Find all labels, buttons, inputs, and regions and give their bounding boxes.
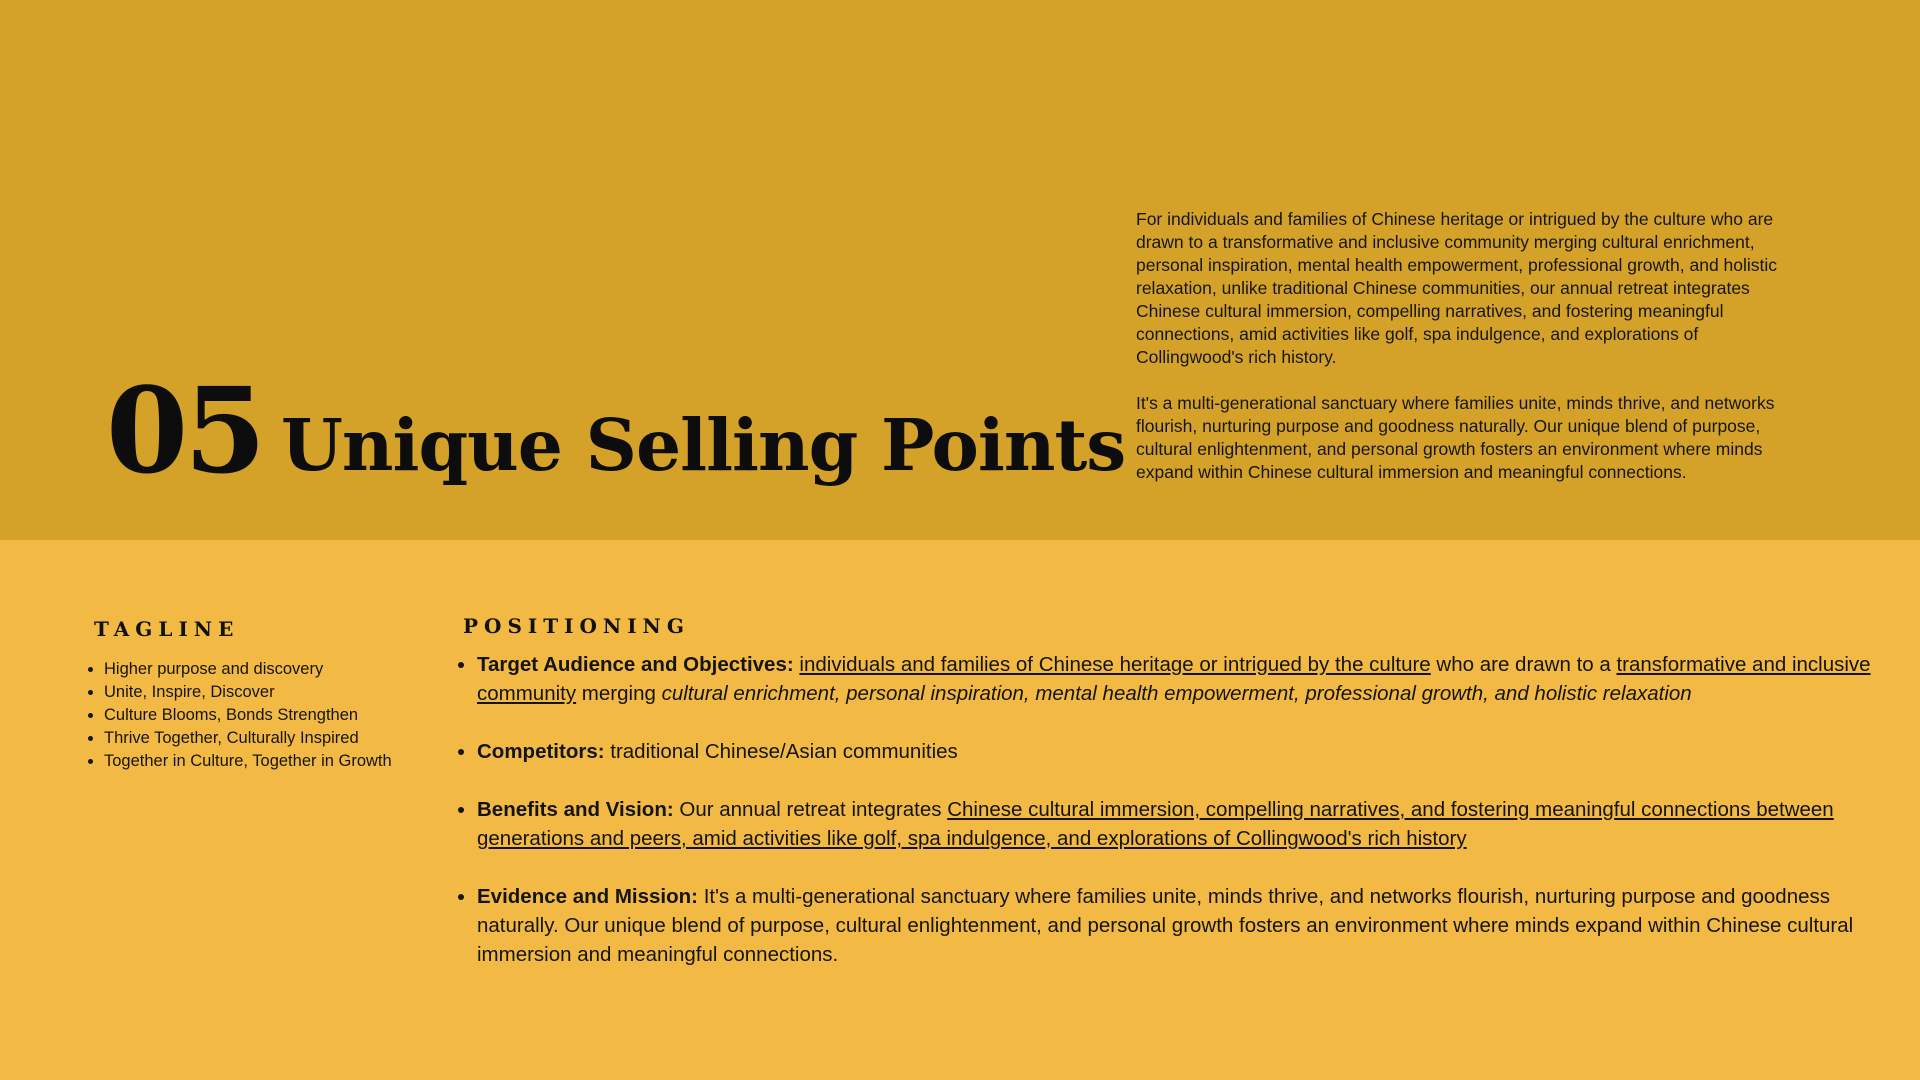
- target-text-2: who are drawn to a: [1430, 653, 1617, 676]
- target-text-5: cultural enrichment, personal inspiration, mental health empowerment, professional growth, and holistic relaxation: [661, 682, 1692, 705]
- positioning-heading: POSITIONING: [463, 614, 690, 638]
- benefits-label: Benefits and Vision:: [477, 798, 674, 821]
- target-label: Target Audience and Objectives:: [477, 653, 794, 676]
- tagline-item: • Culture Blooms, Bonds Strengthen: [104, 704, 444, 727]
- tagline-item: • Together in Culture, Together in Growth: [104, 750, 444, 773]
- evidence-text: It's a multi-generational sanctuary where families unite, minds thrive, and networks flourish, nurturing purpose and goodness naturally. Our unique blend of purpose, cultural enlightenment, and personal growth fosters an environment where minds expand within Chinese cultural immersion and meaningful connections.: [477, 885, 1854, 966]
- target-text-1: individuals and families of Chinese heritage or intrigued by the culture: [799, 653, 1431, 676]
- intro-text: [1136, 208, 1786, 484]
- evidence-label: Evidence and Mission:: [477, 885, 698, 908]
- competitors-text: traditional Chinese/Asian communities: [604, 740, 958, 763]
- positioning-item-benefits: [477, 795, 1877, 853]
- section-number: 05: [106, 361, 263, 500]
- competitors-label: Competitors:: [477, 740, 605, 763]
- page-title: Unique Selling Points: [281, 403, 1126, 487]
- intro-paragraph-1: For individuals and families of Chinese heritage or intrigued by the culture who are drawn to a transformative and inclusive community merging cultural enrichment, personal inspiration, mental health empowerment, professional growth, and holistic relaxation, unlike traditional Chinese communities, our annual retreat integrates Chinese cultural immersion, compelling narratives, and fostering meaningful connections, amid activities like golf, spa indulgence, and explorations of Collingwood's rich history.: [1136, 209, 1778, 367]
- benefits-text-1: Our annual retreat integrates: [673, 798, 948, 821]
- positioning-list: [457, 650, 1877, 969]
- tagline-item: • Thrive Together, Culturally Inspired: [104, 727, 444, 750]
- tagline-item: • Higher purpose and discovery: [104, 658, 444, 681]
- target-text-3: transformative and inclusive community: [477, 653, 1871, 705]
- target-text-4: merging: [576, 682, 662, 705]
- benefits-text-2: Chinese cultural immersion, compelling narratives, and fostering meaningful connections between generations and peers, amid activities like golf, spa indulgence, and explorations of Collingwood's rich history: [477, 798, 1834, 850]
- tagline-item: • Unite, Inspire, Discover: [104, 681, 444, 704]
- positioning-item-target: [477, 650, 1877, 708]
- positioning-item-evidence: [477, 882, 1877, 969]
- intro-paragraph-2: It's a multi-generational sanctuary where families unite, minds thrive, and networks flourish, nurturing purpose and goodness naturally. Our unique blend of purpose, cultural enlightenment, and personal growth fosters an environment where minds expand within Chinese cultural immersion and meaningful connections.: [1136, 393, 1775, 482]
- tagline-heading: TAGLINE: [94, 617, 240, 641]
- tagline-list: [84, 658, 444, 773]
- positioning-item-competitors: [477, 737, 1877, 766]
